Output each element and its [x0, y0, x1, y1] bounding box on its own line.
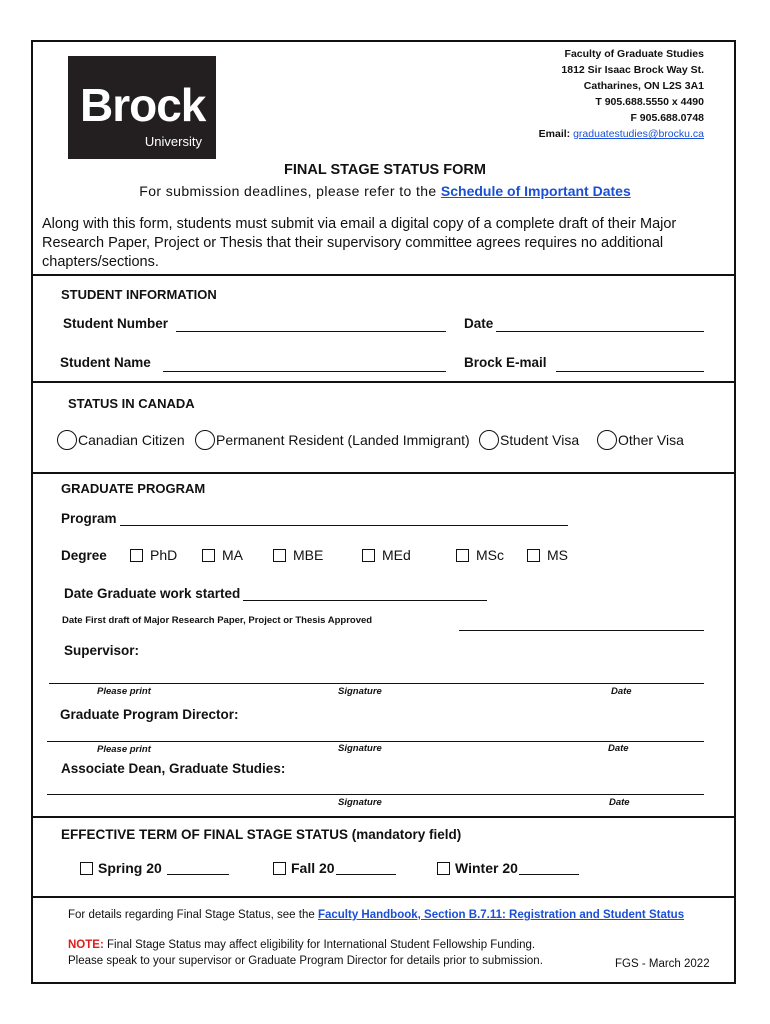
graduate-program-heading: GRADUATE PROGRAM [61, 481, 206, 496]
deadline-note [0, 183, 770, 199]
radio-label: Other Visa [618, 432, 684, 448]
date-started-field[interactable] [243, 600, 487, 601]
checkbox[interactable] [80, 862, 93, 875]
date-caption: Date [609, 797, 630, 808]
handbook-link[interactable]: Faculty Handbook, Section B.7.11: Registration and Student Status [317, 909, 685, 921]
address-line: Faculty of Graduate Studies [564, 48, 704, 60]
form-border [31, 40, 736, 984]
program-field[interactable] [120, 525, 568, 526]
note-line-2: Please speak to your supervisor or Graduate Program Director for details prior to submission. [68, 955, 543, 967]
draft-approved-label: Date First draft of Major Research Paper, Project or Thesis Approved [62, 615, 373, 626]
note-text: Final Stage Status may affect eligibility for International Student Fellowship Funding. [106, 939, 536, 951]
degree-option[interactable] [273, 547, 323, 563]
please-print-caption: Please print [97, 686, 151, 697]
date-field[interactable] [496, 331, 704, 332]
signature-caption: Signature [338, 797, 382, 808]
note-label: NOTE: [68, 939, 104, 951]
gpd-label: Graduate Program Director: [60, 707, 239, 722]
address-line: 1812 Sir Isaac Brock Way St. [561, 64, 704, 76]
program-label: Program [61, 511, 117, 526]
radio-label: Canadian Citizen [78, 432, 185, 448]
supervisor-signature-line[interactable] [49, 683, 704, 684]
date-caption: Date [608, 743, 629, 754]
divider [31, 472, 736, 474]
term-year-field[interactable] [336, 862, 396, 875]
term-label: Spring 20 [98, 860, 162, 876]
form-title: FINAL STAGE STATUS FORM [284, 162, 486, 178]
student-number-field[interactable] [176, 331, 446, 332]
term-year-field[interactable] [519, 862, 579, 875]
email-link[interactable]: graduatestudies@brocku.ca [573, 128, 704, 140]
checkbox[interactable] [273, 862, 286, 875]
brock-email-field[interactable] [556, 371, 704, 372]
radio-label: Student Visa [500, 432, 580, 448]
degree-option[interactable] [202, 547, 243, 563]
effective-term-heading: EFFECTIVE TERM OF FINAL STAGE STATUS (mandatory field) [61, 827, 462, 842]
gpd-signature-line[interactable] [47, 741, 704, 742]
draft-approved-field[interactable] [459, 630, 704, 631]
radio-option[interactable] [195, 430, 470, 450]
student-number-label: Student Number [63, 316, 169, 331]
radio-button[interactable] [597, 430, 617, 450]
radio-label: Permanent Resident (Landed Immigrant) [216, 432, 470, 448]
radio-option[interactable] [597, 430, 684, 450]
address-line: F 905.688.0748 [630, 112, 704, 124]
radio-button[interactable] [195, 430, 215, 450]
degree-option[interactable] [527, 547, 568, 563]
term-option[interactable] [437, 860, 579, 876]
address-line: Catharines, ON L2S 3A1 [583, 80, 704, 92]
checkbox[interactable] [130, 549, 143, 562]
checkbox[interactable] [437, 862, 450, 875]
checkbox[interactable] [202, 549, 215, 562]
divider [31, 274, 736, 276]
divider [31, 896, 736, 898]
email-label: Email: [538, 128, 571, 140]
divider [31, 381, 736, 383]
degree-label: PhD [150, 547, 178, 563]
term-year-field[interactable] [167, 862, 229, 875]
brock-email-label: Brock E-mail [464, 355, 547, 370]
radio-option[interactable] [479, 430, 579, 450]
degree-option[interactable] [456, 547, 504, 563]
form-code: FGS - March 2022 [615, 958, 710, 970]
student-info-heading: STUDENT INFORMATION [61, 287, 217, 302]
intro-paragraph: Along with this form, students must submit via email a digital copy of a complete draft of their Major Research Paper, Project or Thesis that their supervisory committee agrees requires no additional chapters/sections. [42, 216, 677, 270]
date-started-label: Date Graduate work started [64, 586, 241, 601]
radio-button[interactable] [57, 430, 77, 450]
term-label: Winter 20 [455, 860, 518, 876]
term-label: Fall 20 [291, 860, 335, 876]
checkbox[interactable] [362, 549, 375, 562]
date-caption: Date [611, 686, 632, 697]
checkbox[interactable] [456, 549, 469, 562]
schedule-link[interactable]: Schedule of Important Dates [440, 183, 631, 199]
deadline-text: For submission deadlines, please refer to the [139, 183, 437, 199]
degree-label: MS [547, 547, 568, 563]
details-text: For details regarding Final Stage Status, see the [68, 909, 315, 921]
degree-option[interactable] [130, 547, 177, 563]
note-line-1 [68, 939, 535, 951]
degree-label: MEd [382, 547, 411, 563]
brock-university-logo [68, 56, 216, 159]
degree-label: MSc [476, 547, 504, 563]
details-line [68, 909, 684, 921]
term-option[interactable] [80, 860, 229, 876]
signature-caption: Signature [338, 686, 382, 697]
degree-option[interactable] [362, 547, 411, 563]
degree-label: MA [222, 547, 243, 563]
degree-label: Degree [61, 548, 107, 563]
date-label: Date [464, 316, 494, 331]
faculty-address [539, 46, 704, 142]
associate-dean-label: Associate Dean, Graduate Studies: [61, 761, 286, 776]
radio-button[interactable] [479, 430, 499, 450]
checkbox[interactable] [527, 549, 540, 562]
term-option[interactable] [273, 860, 396, 876]
supervisor-label: Supervisor: [64, 643, 140, 658]
radio-option[interactable] [57, 430, 185, 450]
email-line [539, 126, 704, 142]
address-line: T 905.688.5550 x 4490 [595, 96, 704, 108]
student-name-label: Student Name [60, 355, 151, 370]
degree-label: MBE [293, 547, 324, 563]
please-print-caption: Please print [97, 744, 151, 755]
dean-signature-line[interactable] [47, 794, 704, 795]
logo-word: Brock [80, 79, 206, 131]
divider [31, 816, 736, 818]
checkbox[interactable] [273, 549, 286, 562]
status-heading: STATUS IN CANADA [68, 396, 195, 411]
student-name-field[interactable] [163, 371, 446, 372]
logo-sub: University [144, 134, 202, 149]
signature-caption: Signature [338, 743, 382, 754]
